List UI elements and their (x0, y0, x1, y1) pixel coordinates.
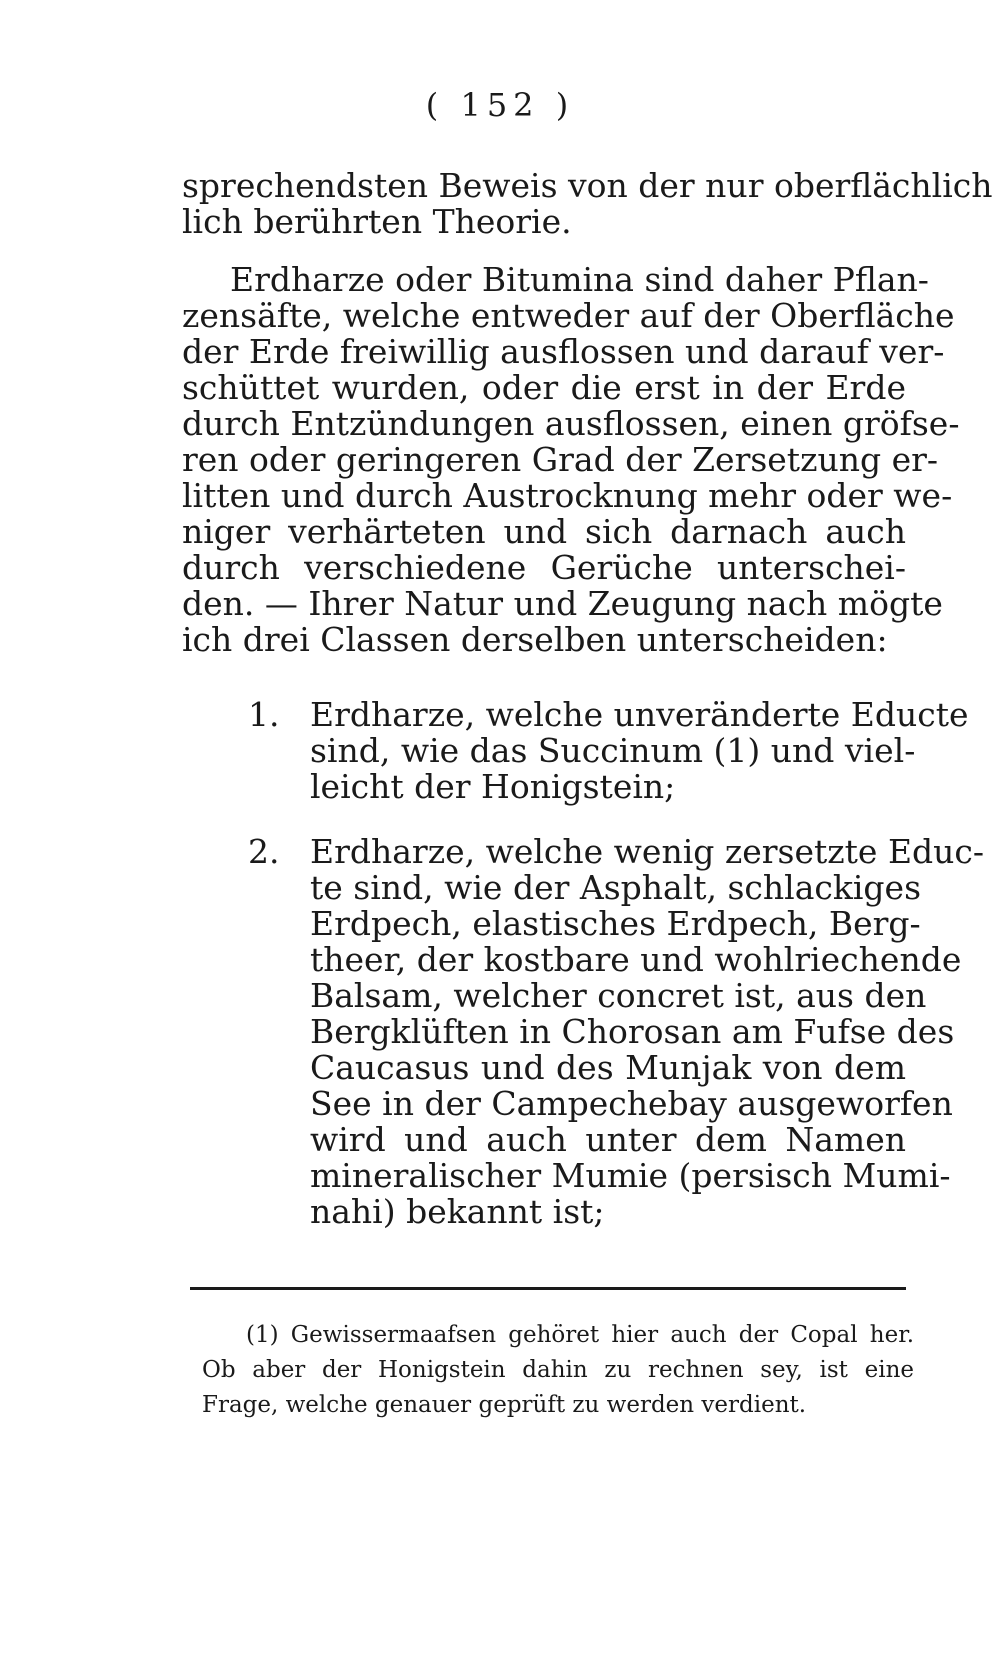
text-line: Erdharze, welche wenig zersetzte Educ- (310, 832, 985, 871)
text-line: Erdharze oder Bitumina sind daher Pflan- (230, 260, 929, 299)
text-line: niger verhärteten und sich darnach auch (182, 512, 906, 551)
text-line: litten und durch Austrocknung mehr oder we- (182, 476, 953, 515)
text-line: durch verschiedene Gerüche unterschei- (182, 548, 906, 587)
text-line: mineralischer Mumie (persisch Mumi- (310, 1156, 951, 1195)
text-line: sprechendsten Beweis von der nur oberflächlich (182, 166, 993, 205)
text-line: leicht der Honigstein; (310, 767, 676, 806)
list-number: 1. (248, 695, 280, 734)
text-line: durch Entzündungen ausflossen, einen gröfse- (182, 404, 960, 443)
text-line: Erdpech, elastisches Erdpech, Berg- (310, 904, 921, 943)
footnote-line: Ob aber der Honigstein dahin zu rechnen sey, ist eine (202, 1357, 914, 1383)
text-line: wird und auch unter dem Namen (310, 1120, 906, 1159)
list-item-text (310, 832, 985, 1231)
paragraph-bitumina (182, 260, 960, 659)
text-line: sind, wie das Succinum (1) und viel- (310, 731, 916, 770)
text-line: See in der Campechebay ausgeworfen (310, 1084, 953, 1123)
footnote (202, 1318, 914, 1423)
text-line: theer, der kostbare und wohlriechende (310, 940, 962, 979)
text-line: te sind, wie der Asphalt, schlackiges (310, 868, 921, 907)
text-line: Erdharze, welche unveränderte Educte (310, 695, 969, 734)
text-line: ich drei Classen derselben unterscheiden: (182, 620, 888, 659)
text-line: Bergklüften in Chorosan am Fufse des (310, 1012, 955, 1051)
text-line: ren oder geringeren Grad der Zersetzung er- (182, 440, 939, 479)
footnote-line: (1) Gewissermaafsen gehöret hier auch der Copal her. (246, 1322, 914, 1348)
text-line: den. — Ihrer Natur und Zeugung nach mögte (182, 584, 943, 623)
text-line: schüttet wurden, oder die erst in der Erde (182, 368, 906, 407)
list-item-text (310, 695, 969, 806)
text-line: lich berührten Theorie. (182, 202, 572, 241)
text-line: nahi) bekannt ist; (310, 1192, 605, 1231)
page-number-header: ( 152 ) (425, 86, 575, 124)
text-line: zensäfte, welche entweder auf der Oberfläche (182, 296, 955, 335)
text-line: der Erde freiwillig ausflossen und darauf ver- (182, 332, 945, 371)
list-number: 2. (248, 832, 280, 871)
paragraph-continuation (182, 166, 993, 241)
text-line: Balsam, welcher concret ist, aus den (310, 976, 927, 1015)
text-line: Caucasus und des Munjak von dem (310, 1048, 906, 1087)
footnote-divider (190, 1287, 906, 1290)
footnote-line: Frage, welche genauer geprüft zu werden verdient. (202, 1392, 807, 1418)
